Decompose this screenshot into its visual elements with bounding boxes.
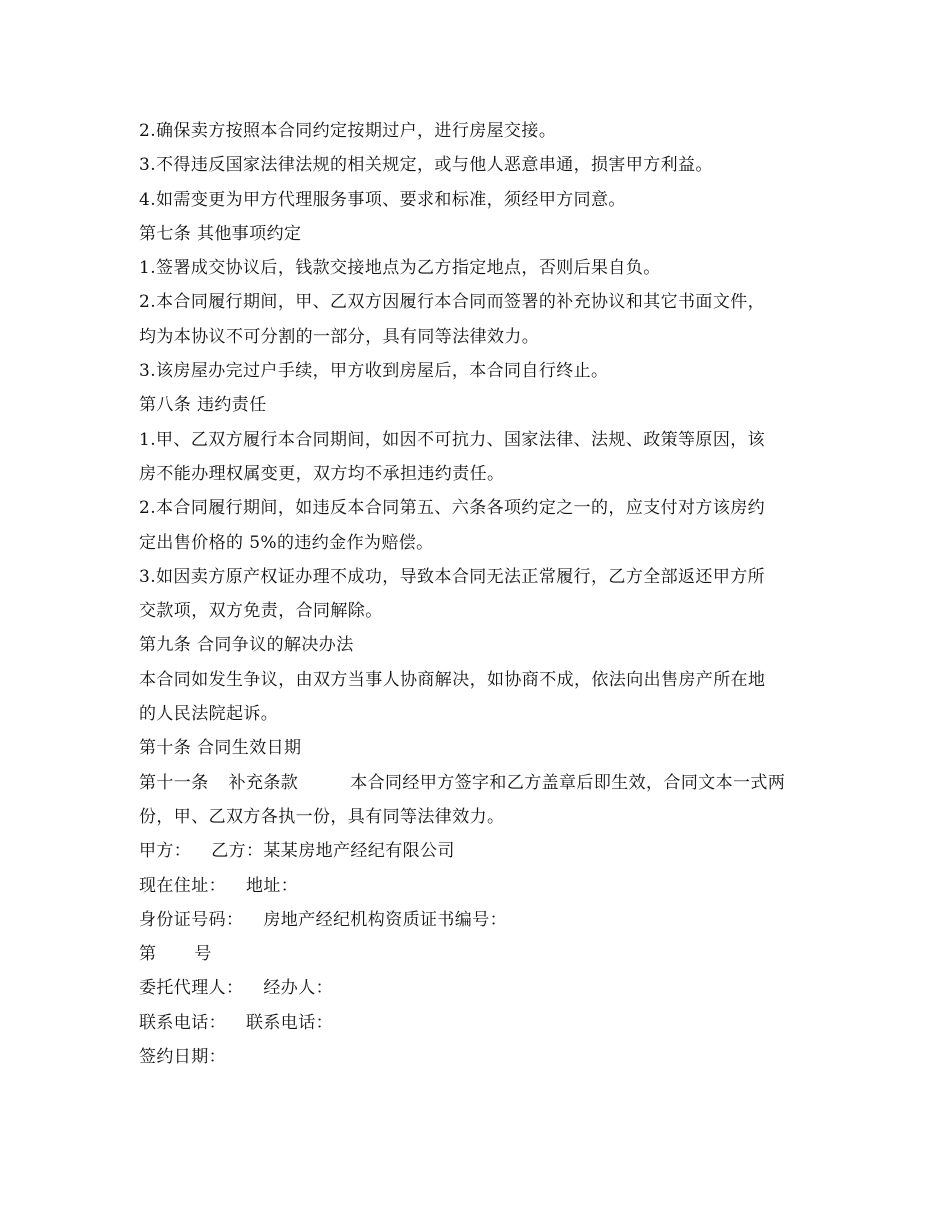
agent-label: 委托代理人： bbox=[139, 978, 244, 999]
clause-10-heading: 第十条 合同生效日期 bbox=[139, 738, 302, 759]
signature-phones bbox=[139, 1006, 819, 1040]
signature-agents bbox=[139, 971, 819, 1005]
address-label: 地址： bbox=[246, 875, 299, 896]
clause-9-body-line-1: 本合同如发生争议，由双方当事人协商解决，如协商不成，依法向出售房产所在地 bbox=[139, 669, 766, 690]
party-b-label: 乙方：某某房地产经纪有限公司 bbox=[211, 841, 455, 862]
party-a-label: 甲方： bbox=[139, 841, 192, 862]
clause-8-item-2-line-1: 2.本合同履行期间，如违反本合同第五、六条各项约定之一的，应支付对方该房约 bbox=[139, 498, 766, 519]
clause-8-item-2-line-2: 定出售价格的 5%的违约金作为赔偿。 bbox=[139, 532, 434, 553]
clause-11-body-line-2: 份，甲、乙双方各执一份，具有同等法律效力。 bbox=[139, 806, 505, 827]
clause-6-item-4: 4.如需变更为甲方代理服务事项、要求和标准，须经甲方同意。 bbox=[139, 189, 626, 210]
clause-7-item-2-line-2: 均为本协议不可分割的一部分，具有同等法律效力。 bbox=[139, 326, 540, 347]
clause-8-item-3-line-2: 交款项，双方免责，合同解除。 bbox=[139, 601, 383, 622]
clause-8-heading: 第八条 违约责任 bbox=[139, 395, 267, 416]
signature-number bbox=[139, 937, 819, 971]
clause-11-heading: 第十一条 bbox=[139, 772, 209, 793]
clause-7-heading: 第七条 其他事项约定 bbox=[139, 223, 302, 244]
clause-9-heading: 第九条 合同争议的解决办法 bbox=[139, 635, 354, 656]
clause-11-subheading: 补充条款 bbox=[228, 772, 299, 793]
sign-date-label: 签约日期： bbox=[139, 1047, 226, 1068]
phone-a-label: 联系电话： bbox=[139, 1012, 226, 1033]
clause-11-body-line-1: 本合同经甲方签字和乙方盖章后即生效，合同文本一式两 bbox=[350, 772, 786, 793]
clause-8-item-3-line-1: 3.如因卖方原产权证办理不成功，导致本合同无法正常履行，乙方全部返还甲方所 bbox=[139, 566, 766, 587]
clause-8-item-1-line-2: 房不能办理权属变更，双方均不承担违约责任。 bbox=[139, 463, 505, 484]
contract-page bbox=[139, 114, 819, 1074]
handler-label: 经办人： bbox=[263, 978, 334, 999]
clause-11-line-1 bbox=[139, 766, 819, 800]
number-prefix: 第 bbox=[139, 944, 157, 965]
cert-number-label: 房地产经纪机构资质证书编号： bbox=[263, 909, 508, 930]
clause-8-item-1-line-1: 1.甲、乙双方履行本合同期间，如因不可抗力、国家法律、法规、政策等原因，该 bbox=[139, 429, 766, 450]
clause-7-item-2-line-1: 2.本合同履行期间，甲、乙双方因履行本合同而签署的补充协议和其它书面文件， bbox=[139, 292, 766, 313]
id-number-label: 身份证号码： bbox=[139, 909, 244, 930]
signature-addresses bbox=[139, 869, 819, 903]
clause-6-item-3: 3.不得违反国家法律法规的相关规定，或与他人恶意串通，损害甲方利益。 bbox=[139, 155, 713, 176]
clause-9-body-line-2: 的人民法院起诉。 bbox=[139, 704, 279, 725]
number-suffix: 号 bbox=[194, 944, 212, 965]
signature-ids bbox=[139, 903, 819, 937]
signature-parties bbox=[139, 834, 819, 868]
current-address-label: 现在住址： bbox=[139, 875, 226, 896]
clause-6-item-2: 2.确保卖方按照本合同约定按期过户，进行房屋交接。 bbox=[139, 121, 557, 141]
clause-7-item-3: 3.该房屋办完过户手续，甲方收到房屋后，本合同自行终止。 bbox=[139, 361, 609, 382]
phone-b-label: 联系电话： bbox=[246, 1012, 333, 1033]
clause-7-item-1: 1.签署成交协议后，钱款交接地点为乙方指定地点，否则后果自负。 bbox=[139, 258, 661, 279]
